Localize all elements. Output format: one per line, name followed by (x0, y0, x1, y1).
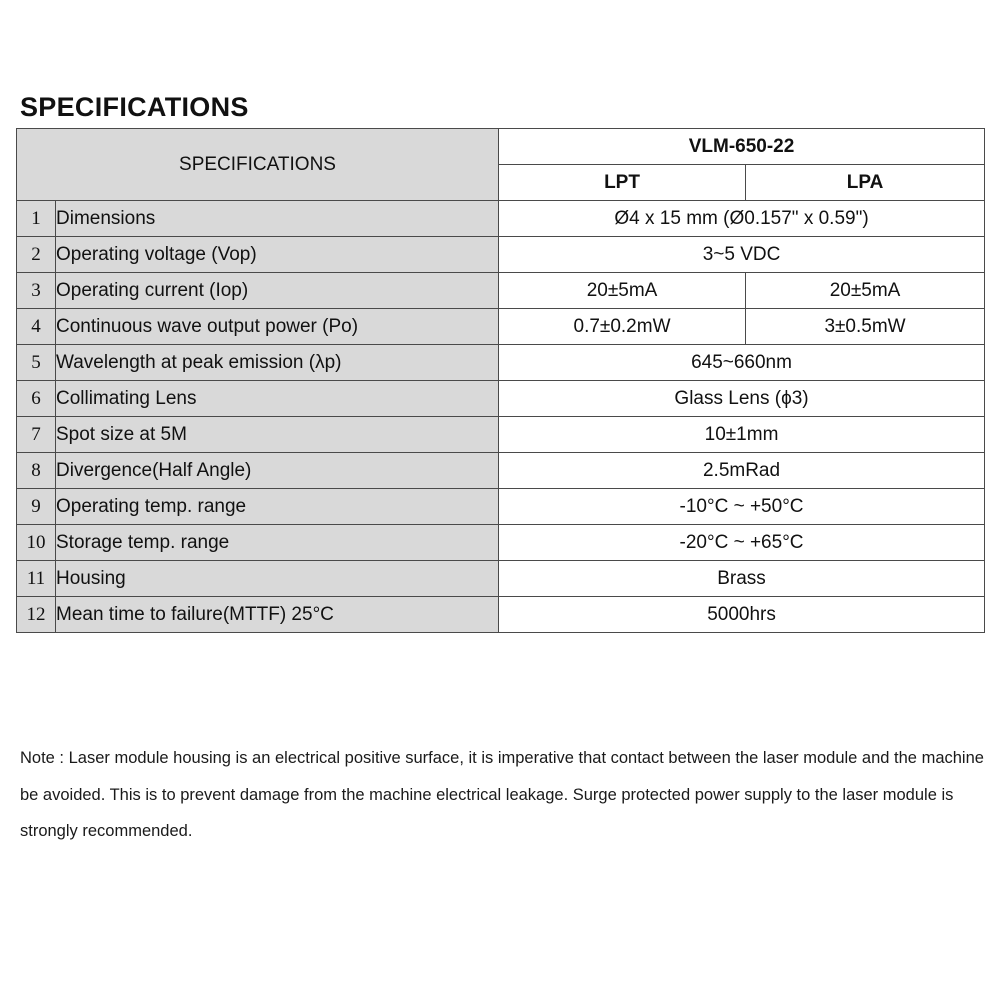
spec-name: Collimating Lens (56, 381, 499, 417)
spec-value: Ø4 x 15 mm (Ø0.157" x 0.59") (499, 201, 985, 237)
column-lpa: LPA (746, 165, 985, 201)
spec-name: Spot size at 5M (56, 417, 499, 453)
row-number: 9 (17, 489, 56, 525)
table-row (17, 345, 985, 381)
table-row (17, 237, 985, 273)
spec-name: Divergence(Half Angle) (56, 453, 499, 489)
table-row (17, 597, 985, 633)
table-row (17, 381, 985, 417)
table-row (17, 309, 985, 345)
spec-value: 2.5mRad (499, 453, 985, 489)
spec-name: Housing (56, 561, 499, 597)
table-header-row (17, 129, 985, 165)
table-row (17, 417, 985, 453)
table-row (17, 489, 985, 525)
row-number: 7 (17, 417, 56, 453)
spec-value: -20°C ~ +65°C (499, 525, 985, 561)
page-heading: SPECIFICATIONS (20, 92, 249, 122)
spec-value: 645~660nm (499, 345, 985, 381)
table-header-label: SPECIFICATIONS (17, 129, 499, 201)
row-number: 6 (17, 381, 56, 417)
spec-name: Operating voltage (Vop) (56, 237, 499, 273)
row-number: 10 (17, 525, 56, 561)
table-row (17, 273, 985, 309)
table-row (17, 201, 985, 237)
column-lpt: LPT (499, 165, 746, 201)
spec-value: Glass Lens (ϕ3) (499, 381, 985, 417)
row-number: 4 (17, 309, 56, 345)
row-number: 1 (17, 201, 56, 237)
row-number: 3 (17, 273, 56, 309)
table-row (17, 561, 985, 597)
note-text: Note : Laser module housing is an electrical positive surface, it is imperative that contact between the laser module and the machine be avoided. This is to prevent damage from the machine electrical leakage. Surge protected power supply to the laser module is strongly recommended. (20, 749, 984, 840)
spec-value: 3~5 VDC (499, 237, 985, 273)
spec-value: 10±1mm (499, 417, 985, 453)
row-number: 5 (17, 345, 56, 381)
spec-name: Continuous wave output power (Po) (56, 309, 499, 345)
row-number: 2 (17, 237, 56, 273)
spec-value: Brass (499, 561, 985, 597)
row-number: 12 (17, 597, 56, 633)
table-row (17, 453, 985, 489)
spec-value: 5000hrs (499, 597, 985, 633)
spec-value-lpa: 20±5mA (746, 273, 985, 309)
spec-value-lpt: 20±5mA (499, 273, 746, 309)
spec-value: -10°C ~ +50°C (499, 489, 985, 525)
row-number: 8 (17, 453, 56, 489)
spec-value-lpa: 3±0.5mW (746, 309, 985, 345)
row-number: 11 (17, 561, 56, 597)
spec-name: Mean time to failure(MTTF) 25°C (56, 597, 499, 633)
spec-name: Wavelength at peak emission (λp) (56, 345, 499, 381)
model-name: VLM-650-22 (499, 129, 985, 165)
spec-name: Operating temp. range (56, 489, 499, 525)
spec-name: Dimensions (56, 201, 499, 237)
spec-name: Storage temp. range (56, 525, 499, 561)
spec-name: Operating current (Iop) (56, 273, 499, 309)
specifications-table (16, 128, 985, 633)
spec-value-lpt: 0.7±0.2mW (499, 309, 746, 345)
table-row (17, 525, 985, 561)
